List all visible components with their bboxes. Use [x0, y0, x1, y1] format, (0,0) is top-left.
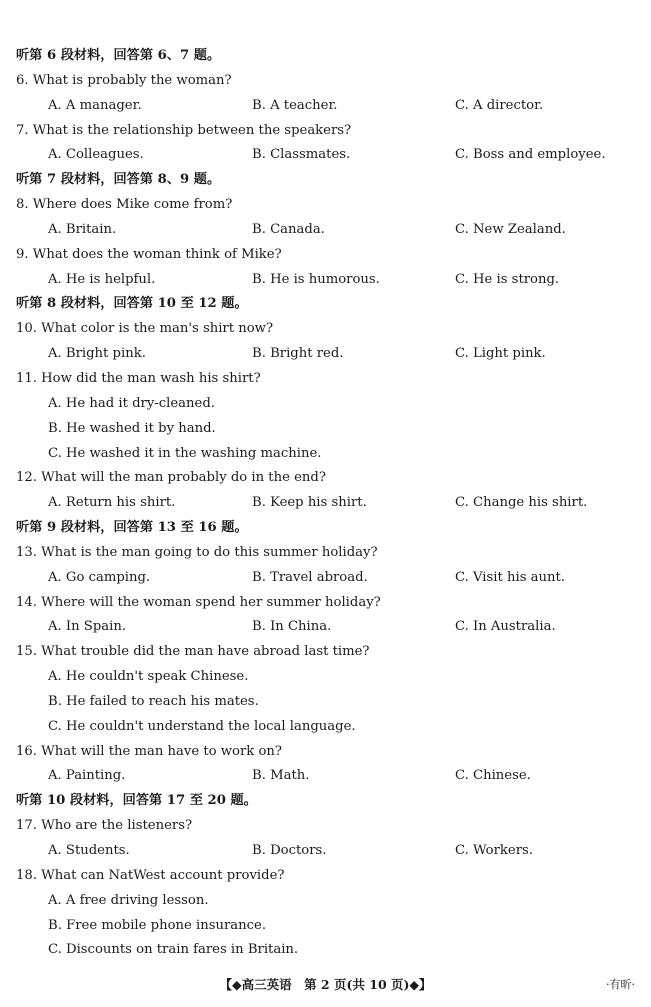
question-text: 7. What is the relationship between the speakers?	[16, 122, 352, 138]
option-c: C. Workers.	[455, 843, 533, 858]
question-text: 10. What color is the man's shirt now?	[16, 321, 274, 337]
option-c: C. Chinese.	[455, 768, 531, 784]
section-header: 听第 9 段材料，回答第 13 至 16 题。	[16, 520, 248, 536]
option-row	[0, 94, 651, 119]
option-b: B. In China.	[252, 619, 332, 635]
option-b: B. He washed it by hand.	[48, 420, 216, 436]
option-c: C. He washed it in the washing machine.	[48, 445, 322, 461]
option-b: B. Travel abroad.	[252, 569, 368, 585]
section-header: 听第 7 段材料，回答第 8、9 题。	[16, 172, 221, 188]
question-text: 8. Where does Mike come from?	[16, 197, 233, 213]
section-header: 听第 10 段材料，回答第 17 至 20 题。	[16, 793, 257, 809]
question-text: 9. What does the woman think of Mike?	[16, 246, 282, 262]
question-text: 11. How did the man wash his shirt?	[16, 370, 261, 386]
question-text: 12. What will the man probably do in the end?	[16, 470, 326, 486]
option-row	[0, 715, 651, 740]
question-text: 6. What is probably the woman?	[16, 72, 232, 88]
question-text: 15. What trouble did the man have abroad last time?	[16, 644, 370, 660]
option-a: A. A manager.	[48, 97, 142, 113]
option-row	[0, 442, 651, 467]
option-row	[0, 417, 651, 442]
option-row	[0, 889, 651, 914]
option-row	[0, 839, 651, 864]
option-c: C. He couldn't understand the local language.	[48, 718, 356, 734]
option-a: A. He had it dry-cleaned.	[48, 395, 215, 411]
option-a: A. He couldn't speak Chinese.	[48, 669, 249, 685]
option-a: A. Go camping.	[48, 569, 151, 585]
option-a: A. In Spain.	[48, 619, 127, 635]
option-c: C. A director.	[455, 97, 544, 113]
option-a: A. Students.	[48, 843, 130, 858]
question-text: 18. What can NatWest account provide?	[16, 867, 285, 883]
question-text: 13. What is the man going to do this summer holiday?	[16, 544, 378, 560]
option-a: A. Return his shirt.	[48, 495, 176, 511]
option-row	[0, 665, 651, 690]
option-c: C. Discounts on train fares in Britain.	[48, 942, 299, 958]
option-row	[0, 566, 651, 591]
option-c: C. Visit his aunt.	[455, 569, 566, 585]
option-b: B. Math.	[252, 768, 310, 784]
option-row	[0, 938, 651, 963]
section-header: 听第 8 段材料，回答第 10 至 12 题。	[16, 296, 248, 312]
option-row	[0, 690, 651, 715]
option-row	[0, 615, 651, 640]
option-row	[0, 342, 651, 367]
option-b: B. Classmates.	[252, 147, 351, 163]
option-b: B. Doctors.	[252, 843, 327, 858]
question-text: 16. What will the man have to work on?	[16, 743, 282, 759]
option-row	[0, 764, 651, 789]
option-row	[0, 491, 651, 516]
exam-page	[0, 44, 651, 963]
option-a: A. He is helpful.	[48, 271, 156, 287]
option-c: C. He is strong.	[455, 271, 560, 287]
option-c: C. Change his shirt.	[455, 495, 588, 511]
option-row	[0, 268, 651, 293]
option-row	[0, 392, 651, 417]
option-c: C. Light pink.	[455, 346, 546, 362]
option-b: B. Bright red.	[252, 346, 344, 362]
option-b: B. A teacher.	[252, 97, 338, 113]
publisher-mark: ·有昕·	[606, 978, 635, 991]
option-c: C. In Australia.	[455, 619, 556, 635]
option-b: B. Canada.	[252, 221, 325, 237]
option-b: B. He is humorous.	[252, 271, 380, 287]
option-c: C. Boss and employee.	[455, 147, 606, 163]
option-b: B. He failed to reach his mates.	[48, 693, 259, 709]
question-text: 17. Who are the listeners?	[16, 818, 193, 834]
option-a: A. Painting.	[48, 768, 126, 784]
option-a: A. Bright pink.	[48, 346, 146, 362]
option-row	[0, 914, 651, 939]
question-text: 14. Where will the woman spend her summer holiday?	[16, 594, 381, 610]
option-b: B. Free mobile phone insurance.	[48, 917, 267, 933]
option-row	[0, 143, 651, 168]
option-a: A. Britain.	[48, 221, 117, 237]
option-a: A. A free driving lesson.	[48, 892, 209, 908]
option-a: A. Colleagues.	[48, 147, 144, 163]
page-footer	[0, 972, 651, 998]
section-header: 听第 6 段材料，回答第 6、7 题。	[16, 48, 221, 63]
option-b: B. Keep his shirt.	[252, 495, 367, 511]
option-row	[0, 218, 651, 243]
option-c: C. New Zealand.	[455, 221, 566, 237]
page-number: 【◆高三英语 第 2 页(共 10 页)◆】	[219, 977, 432, 992]
